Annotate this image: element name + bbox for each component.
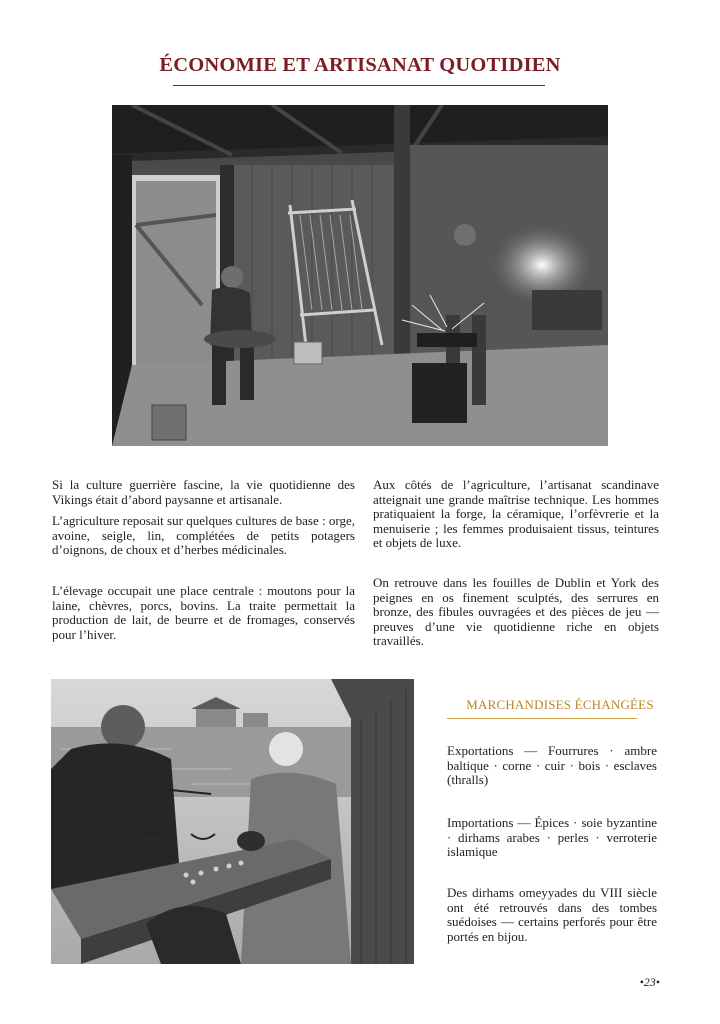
viking-workshop-illustration bbox=[112, 105, 608, 446]
right-text-column bbox=[373, 478, 659, 649]
sidebar-exports: Exportations — Fourrures · ambre baltique · corne · cuir · bois · esclaves (thralls) bbox=[447, 743, 657, 788]
sidebar-note: Des dirhams omeyyades du VIII siècle ont été retrouvés dans des tombes suédoises — certains perforés pour être portés en bijou. bbox=[447, 885, 657, 944]
left-text-column bbox=[52, 478, 355, 642]
left-paragraph-2: L’agriculture reposait sur quelques cultures de base : orge, avoine, seigle, lin, complétées de petits potagers d’oignons, de choux et d’herbes médicinales. bbox=[52, 513, 355, 558]
page-number: •23• bbox=[639, 975, 660, 989]
viking-market-trade-illustration bbox=[51, 679, 414, 964]
sidebar-underline bbox=[447, 718, 637, 719]
left-paragraph-3: L’élevage occupait une place centrale : moutons pour la laine, chèvres, porcs, bovins. La traite permettait la production de lait, de beurre et de fromages, conservés pour l’hiver. bbox=[52, 582, 355, 642]
sidebar-imports: Importations — Épices · soie byzantine · dirhams arabes · perles · verroterie islamique bbox=[447, 815, 657, 860]
title-underline bbox=[173, 85, 545, 86]
left-paragraph-1: Si la culture guerrière fascine, la vie quotidienne des Vikings était d’abord paysanne et artisanale. bbox=[52, 477, 355, 507]
sidebar-title: MARCHANDISES ÉCHANGÉES bbox=[466, 697, 654, 712]
right-paragraph-1: Aux côtés de l’agriculture, l’artisanat scandinave atteignait une grande maîtrise technique. Les hommes pratiquaient la forge, la céramique, l’orfèvrerie et la menuiserie ; les femmes produisaient tissus, teintures et objets de luxe. bbox=[373, 477, 659, 551]
page-title: ÉCONOMIE ET ARTISANAT QUOTIDIEN bbox=[159, 54, 561, 76]
right-paragraph-2: On retrouve dans les fouilles de Dublin et York des peignes en os finement sculptés, des serrures en bronze, des fibules ouvragées et des pièces de jeu — preuves d’une vie quotidienne riche en objets travaillés. bbox=[373, 574, 659, 649]
